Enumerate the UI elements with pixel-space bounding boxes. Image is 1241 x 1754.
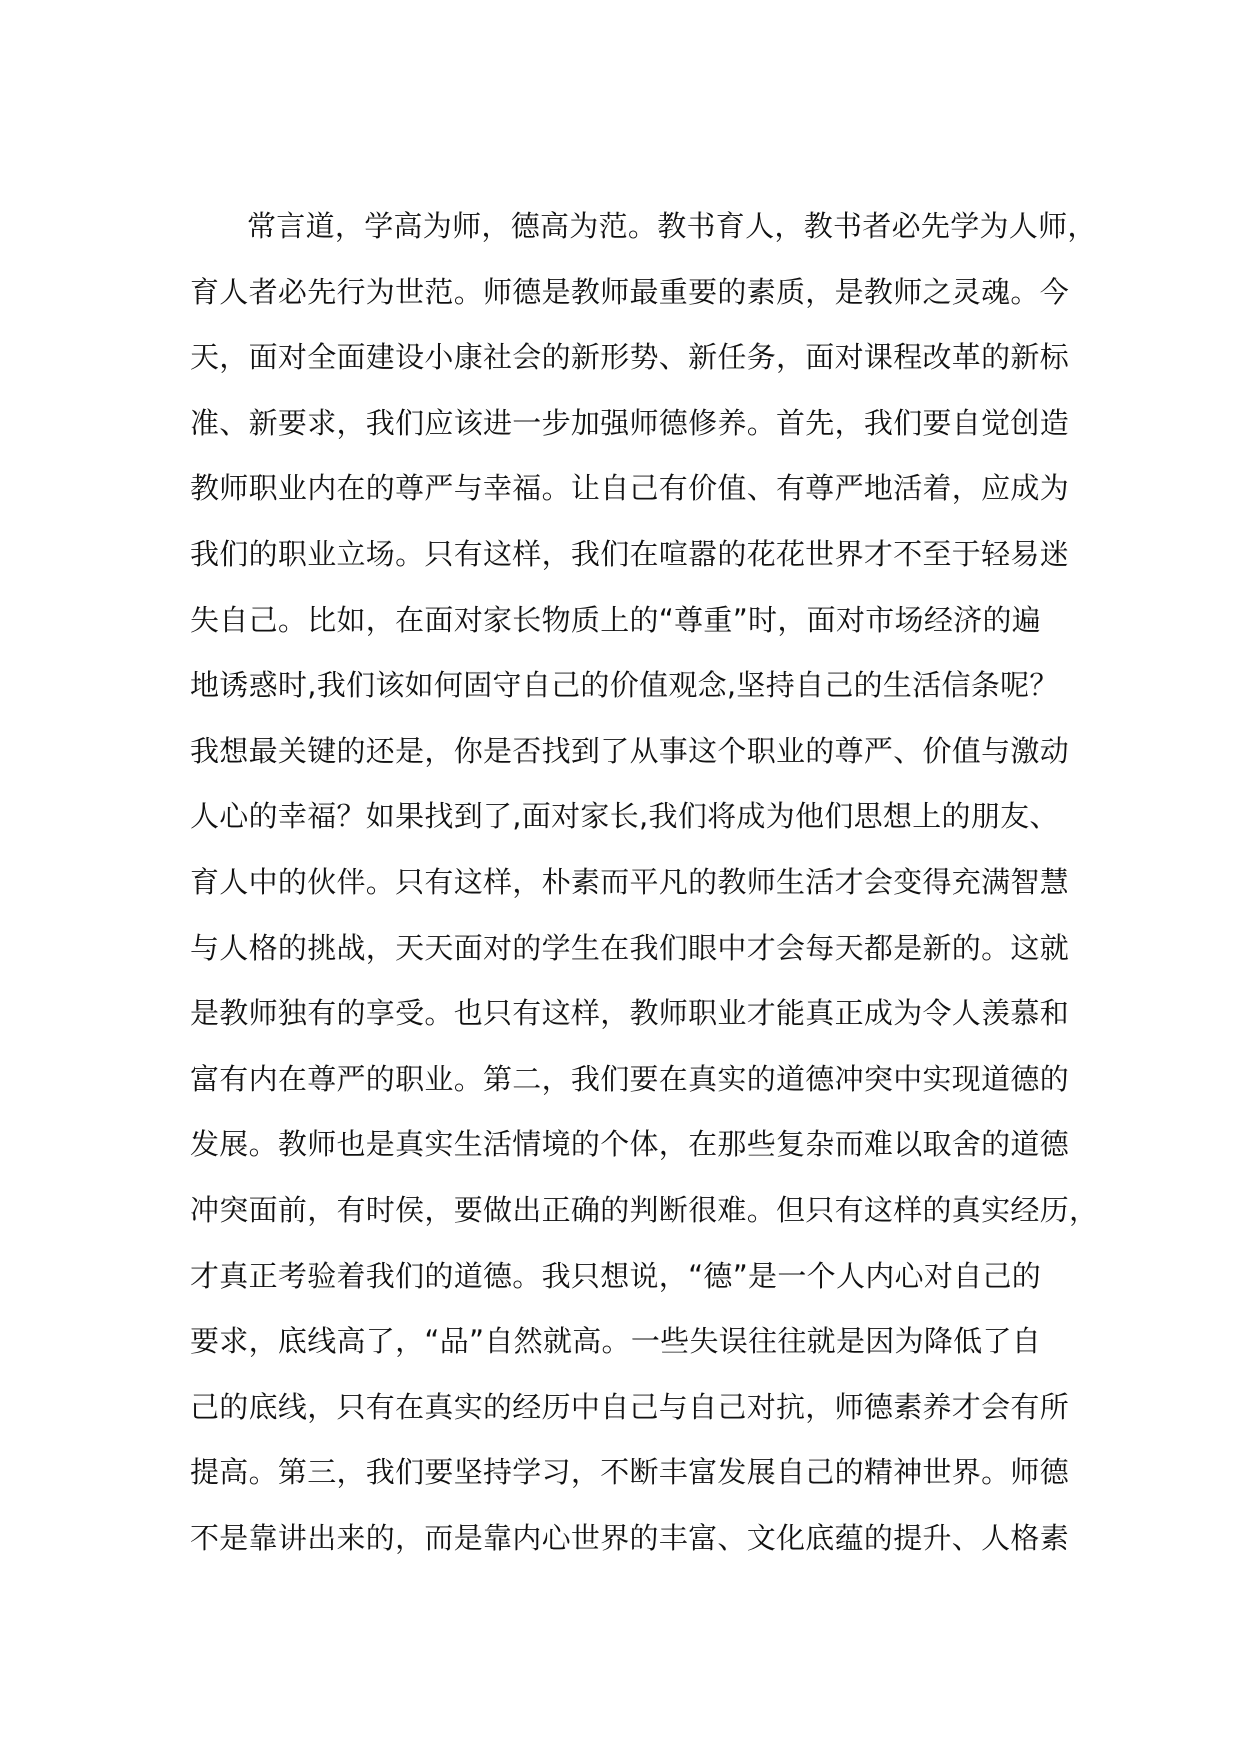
paragraph-line: 我想最关键的还是，你是否找到了从事这个职业的尊严、价值与激动 (190, 733, 1070, 768)
paragraph-line: 富有内在尊严的职业。第二，我们要在真实的道德冲突中实现道德的 (190, 1061, 1070, 1096)
paragraph-line: 我们的职业立场。只有这样，我们在喧嚣的花花世界才不至于轻易迷 (190, 536, 1070, 571)
paragraph-line: 是教师独有的享受。也只有这样，教师职业才能真正成为令人羡慕和 (190, 996, 1070, 1031)
paragraph-line: 准、新要求，我们应该进一步加强师德修养。首先，我们要自觉创造 (190, 405, 1070, 440)
paragraph-line: 教师职业内在的尊严与幸福。让自己有价值、有尊严地活着，应成为 (190, 471, 1070, 506)
paragraph-line: 常言道，学高为师，德高为范。教书育人，教书者必先学为人师， (247, 209, 1097, 243)
paragraph-line: 提高。第三，我们要坚持学习，不断丰富发展自己的精神世界。师德 (190, 1455, 1070, 1490)
paragraph-line: 不是靠讲出来的，而是靠内心世界的丰富、文化底蕴的提升、人格素 (190, 1520, 1070, 1555)
paragraph-line: 己的底线，只有在真实的经历中自己与自己对抗，师德素养才会有所 (190, 1389, 1070, 1424)
paragraph-line: 与人格的挑战，天天面对的学生在我们眼中才会每天都是新的。这就 (190, 930, 1070, 965)
paragraph-line: 人心的幸福？如果找到了,面对家长,我们将成为他们思想上的朋友、 (190, 799, 1059, 834)
paragraph-line: 育人中的伙伴。只有这样，朴素而平凡的教师生活才会变得充满智慧 (190, 864, 1070, 899)
paragraph-line: 发展。教师也是真实生活情境的个体，在那些复杂而难以取舍的道德 (190, 1127, 1070, 1162)
paragraph-line: 才真正考验着我们的道德。我只想说，“德”是一个人内心对自己的 (190, 1258, 1042, 1293)
paragraph-line: 地诱惑时,我们该如何固守自己的价值观念,坚持自己的生活信条呢？ (190, 668, 1059, 703)
paragraph-line: 育人者必先行为世范。师德是教师最重要的素质，是教师之灵魂。今 (190, 274, 1070, 309)
paragraph-line: 天，面对全面建设小康社会的新形势、新任务，面对课程改革的新标 (190, 340, 1070, 375)
paragraph-line: 冲突面前，有时侯，要做出正确的判断很难。但只有这样的真实经历， (190, 1192, 1099, 1227)
paragraph-line: 要求，底线高了，“品”自然就高。一些失误往往就是因为降低了自 (190, 1324, 1042, 1359)
paragraph-line: 失自己。比如，在面对家长物质上的“尊重”时，面对市场经济的遍 (190, 602, 1042, 637)
body-paragraph (190, 202, 1099, 1579)
